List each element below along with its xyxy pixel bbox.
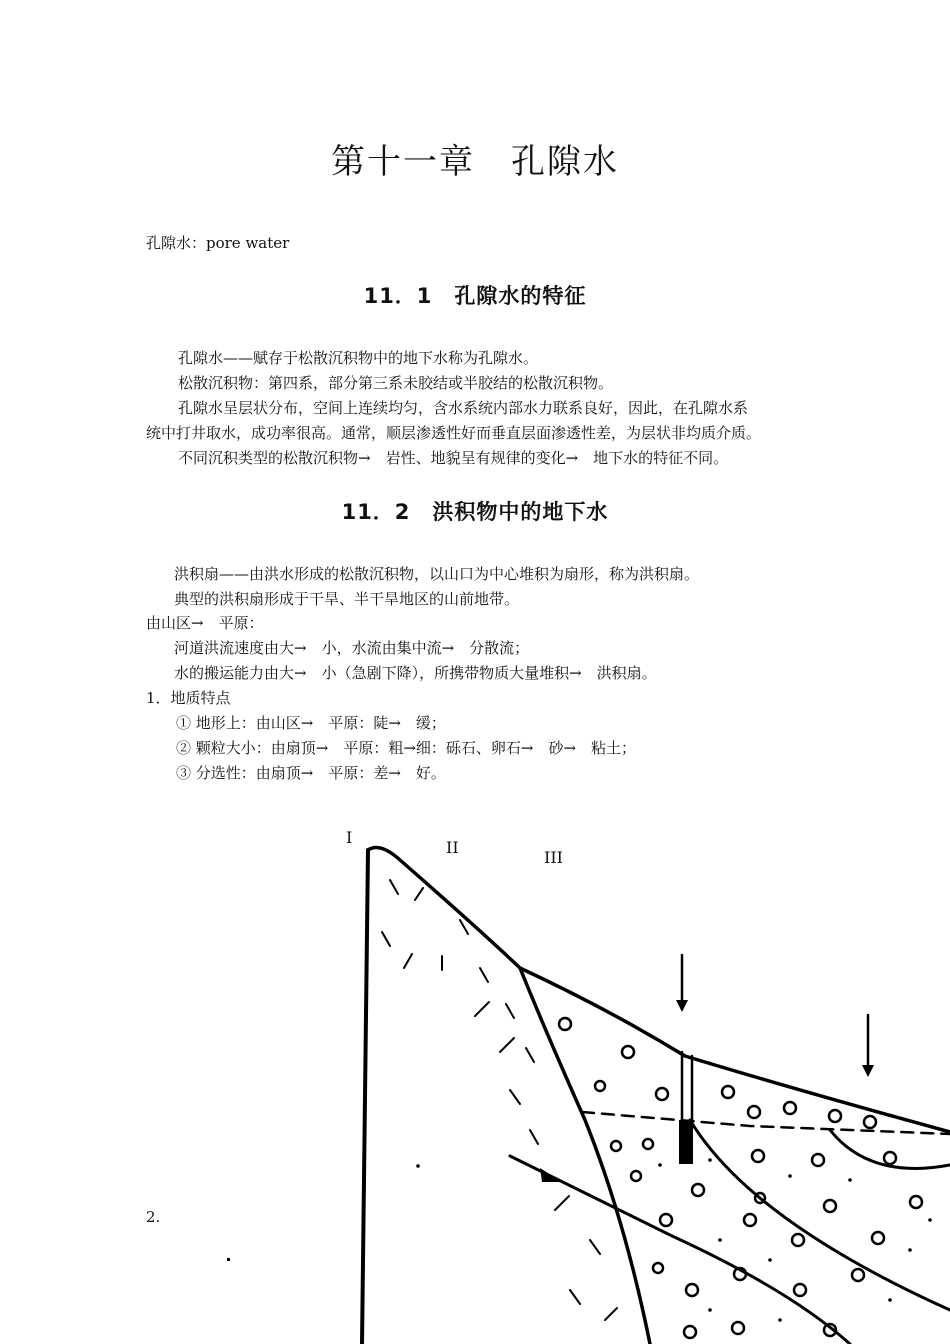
sand [708,1308,712,1312]
gravel [559,1018,571,1030]
sand [888,1298,892,1302]
list-item: ③ 分选性：由扇顶→ 平原：差→ 好。 [176,764,446,782]
gravel [748,1106,760,1118]
paragraph: 孔隙水——赋存于松散沉积物中的地下水称为孔隙水。 [178,349,539,367]
gravel [852,1269,864,1281]
arrowhead [862,1065,874,1077]
list-item: ① 地形上：由山区→ 平原：陡→ 缓； [176,714,446,732]
zone-label-ii: II [446,838,459,857]
gravel [692,1184,704,1196]
sand [708,1158,712,1162]
sand [848,1178,852,1182]
sand [416,1164,420,1168]
well [682,1052,692,1120]
lens [830,1130,950,1168]
sand [778,1318,782,1322]
paragraph: 典型的洪积扇形成于干旱、半干旱地区的山前地带。 [174,590,520,608]
list-item: ② 颗粒大小：由扇顶→ 平原：粗→细：砾石、卵石→ 砂→ 粘土； [176,739,637,757]
gravel [656,1088,668,1100]
list-heading: 1．地质特点 [146,689,231,707]
paragraph: 洪积扇——由洪水形成的松散沉积物，以山口为中心堆积为扇形，称为洪积扇。 [174,565,700,583]
left-boundary [362,850,368,1344]
gravel [812,1154,824,1166]
arrowhead [676,1000,688,1012]
bedrock-hatch [382,880,617,1320]
well-screen [679,1120,693,1164]
paragraph: 统中打井取水，成功率很高。通常，顺层渗透性好而垂直层面渗透性差，为层状非均质介质。 [146,424,762,442]
sand [768,1258,772,1262]
paragraph: 水的搬运能力由大→ 小（急剧下降），所携带物质大量堆积→ 洪积扇。 [174,664,657,682]
gravel [643,1139,653,1149]
gravel [732,1322,744,1334]
gravel [910,1196,922,1208]
gravel [752,1150,764,1162]
gravel [622,1046,634,1058]
paragraph: 不同沉积类型的松散沉积物→ 岩性、地貌呈有规律的变化→ 地下水的特征不同。 [178,449,729,467]
sand [788,1174,792,1178]
sand [928,1218,932,1222]
deposit-boundary [510,1156,850,1344]
gravel [829,1110,841,1122]
zone-label-iii: III [544,848,563,867]
gravel [653,1263,663,1273]
gravel [824,1200,836,1212]
gravel [611,1141,621,1151]
gravel [722,1086,734,1098]
term-definition: 孔隙水：pore water [146,234,290,252]
gravel [631,1171,641,1181]
paragraph: 孔隙水呈层状分布，空间上连续均匀，含水系统内部水力联系良好，因此，在孔隙水系 [178,399,749,417]
gravel [686,1284,698,1296]
gravel [660,1214,672,1226]
paragraph: 松散沉积物：第四系，部分第三系未胶结或半胶结的松散沉积物。 [178,374,614,392]
speck [227,1258,230,1261]
gravel [794,1284,806,1296]
sand [658,1163,662,1167]
gravel [884,1152,896,1164]
section-heading-11-2: 11．2 洪积物中的地下水 [341,500,609,524]
gravel [684,1326,696,1338]
section-heading-11-1: 11．1 孔隙水的特征 [363,284,587,308]
gravel [784,1102,796,1114]
clay-boundary [690,1120,950,1310]
gravel [744,1214,756,1226]
paragraph: 河道洪流速度由大→ 小，水流由集中流→ 分散流； [174,639,530,657]
chapter-title: 第十一章 孔隙水 [331,142,619,182]
alluvial-fan-cross-section [330,820,950,1344]
sand [718,1238,722,1242]
paragraph: 由山区→ 平原： [146,614,264,632]
flow-arrowhead [540,1168,562,1182]
gravel [595,1081,605,1091]
sand [908,1248,912,1252]
gravel [792,1234,804,1246]
list-heading: 2. [146,1208,161,1226]
zone-label-i: I [346,828,353,847]
gravel [872,1232,884,1244]
gravel [864,1116,876,1128]
